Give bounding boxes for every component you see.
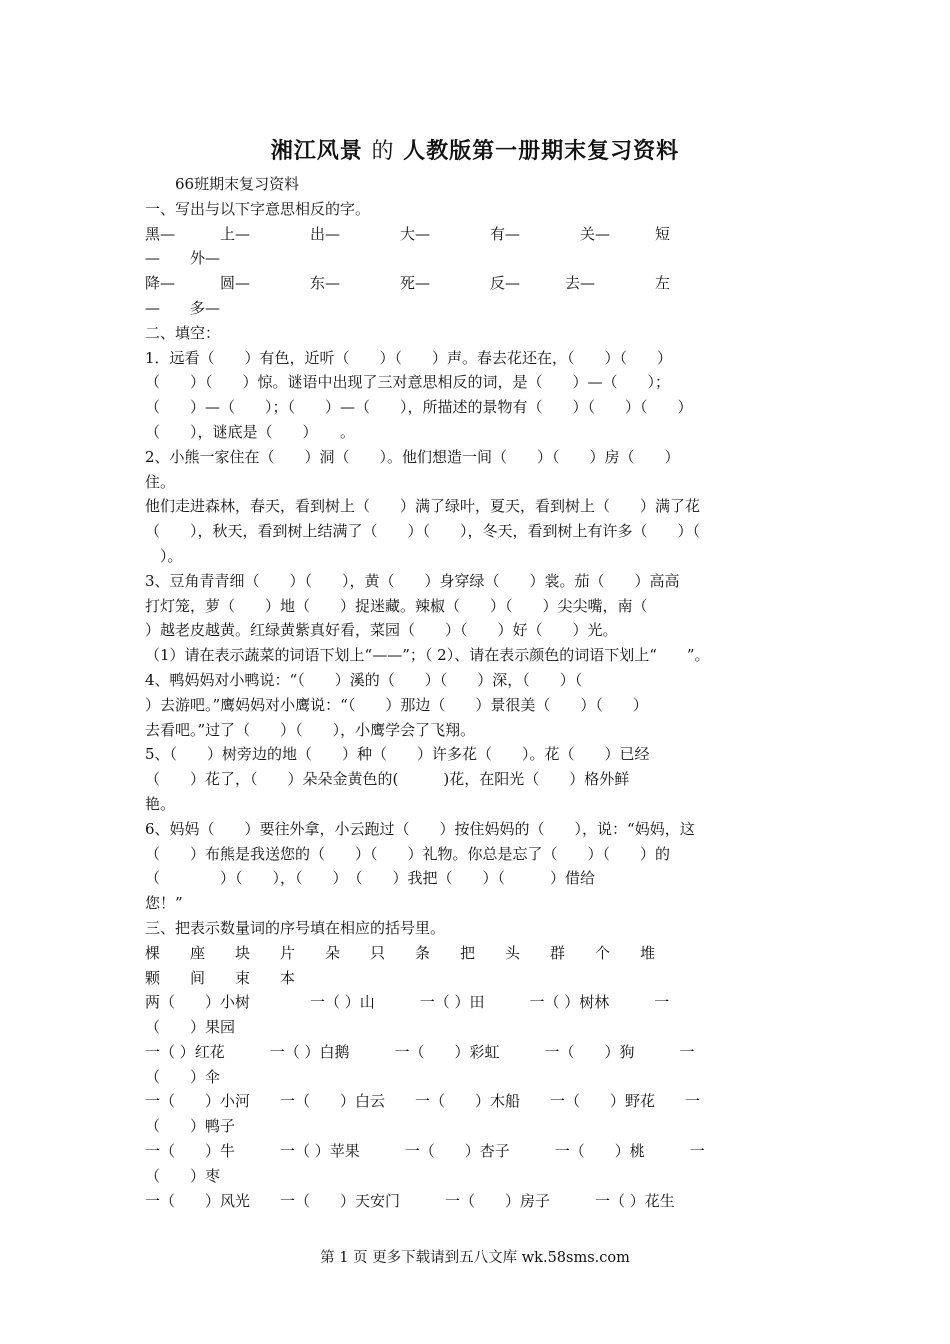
class-subtitle: 66班期末复习资料 <box>175 175 300 193</box>
text-line: （ ），谜底是（ ） 。 <box>145 422 356 441</box>
text-line: — 多— <box>145 298 221 317</box>
text-line: 艳。 <box>145 794 176 813</box>
text-line: （ ）枣 <box>145 1166 221 1185</box>
text-line: 住。 <box>145 472 176 491</box>
text-line: 打灯笼，萝（ ）地（ ）捉迷藏。辣椒（ ）（ ）尖尖嘴，南（ <box>145 596 648 615</box>
text-line: ）。 <box>145 546 183 565</box>
text-line: （ ）鸭子 <box>145 1117 236 1136</box>
text-line: 4、鸭妈妈对小鸭说：“（ ）溪的（ ）（ ）深，（ ）（ <box>145 670 583 689</box>
title-part-3: 人教版第一册期末复习资料 <box>403 138 680 164</box>
text-line: （ ），秋天，看到树上结满了（ ）（ ），冬天，看到树上有许多（ ）（ <box>145 522 701 541</box>
text-line: （ ）（ ），（ ） （ ）我把（ ）（ ）借给 <box>145 869 596 888</box>
text-line: （ ）花了，（ ）朵朵金黄色的( )花，在阳光（ ）格外鲜 <box>145 770 630 789</box>
text-line: 您！” <box>145 894 183 913</box>
text-line: （ ）果园 <box>145 1018 236 1037</box>
text-line: 2、小熊一家住在（ ）洞（ ）。他们想造一间（ ）（ ）房（ ） <box>145 447 680 466</box>
document-title <box>0 134 950 165</box>
text-line: 去看吧。”过了（ ）（ ），小鹰学会了飞翔。 <box>145 720 476 739</box>
section-1-heading: 一、写出与以下字意思相反的字。 <box>145 199 371 218</box>
text-line: — 外— <box>145 249 221 268</box>
section-3-heading: 三、把表示数量词的序号填在相应的括号里。 <box>145 918 446 937</box>
text-line: 黑— 上— 出— 大— 有— 关— 短 <box>145 224 671 243</box>
page-footer: 第 1 页 更多下载请到五八文库 wk.58sms.com <box>320 1250 630 1266</box>
text-line: 两（ ）小树 一（ ）山 一（ ）田 一（ ）树林 一 <box>145 993 670 1012</box>
measure-words-row: 颗 间 束 本 <box>145 968 296 987</box>
title-part-1: 湘江风景 <box>270 138 363 164</box>
text-line: （ ）布熊是我送您的（ ）（ ）礼物。你总是忘了（ ）（ ）的 <box>145 844 671 863</box>
text-line: （ ）—（ ）；（ ）—（ ），所描述的景物有（ ）（ ）（ ） <box>145 398 693 417</box>
text-line: ）去游吧。”鹰妈妈对小鹰说：“（ ）那边（ ）景很美（ ）（ ） <box>145 695 648 714</box>
document-body <box>145 172 808 1213</box>
text-line: （ ）伞 <box>145 1067 221 1086</box>
text-line: 1．远看（ ）有色，近听（ ）（ ）声。春去花还在，（ ）（ ） <box>145 348 673 367</box>
text-line: （1）请在表示蔬菜的词语下划上“——”；（ 2）、请在表示颜色的词语下划上“ ”。 <box>145 646 710 665</box>
text-line: 一（ ）红花 一（ ）白鹅 一（ ）彩虹 一（ ）狗 一 <box>145 1042 695 1061</box>
text-line: 他们走进森林，春天，看到树上（ ）满了绿叶，夏天，看到树上（ ）满了花 <box>145 497 701 516</box>
measure-words-row: 棵 座 块 片 朵 只 条 把 头 群 个 堆 <box>145 943 656 962</box>
text-line: 5、（ ）树旁边的地（ ）种（ ）许多花（ ）。花（ ）已经 <box>145 745 650 764</box>
title-part-2: 的 <box>371 139 395 164</box>
text-line: 一（ ）风光 一（ ）天安门 一（ ）房子 一（ ）花生 <box>145 1191 675 1210</box>
text-line: ）越老皮越黄。红绿黄紫真好看，菜园（ ）（ ）好（ ）光。 <box>145 621 618 640</box>
text-line: 一（ ）牛 一（ ）苹果 一（ ）杏子 一（ ）桃 一 <box>145 1142 705 1161</box>
text-line: 6、妈妈（ ）要往外拿，小云跑过（ ）按住妈妈的（ ），说：“妈妈，这 <box>145 819 695 838</box>
text-line: 一（ ）小河 一（ ）白云 一（ ）木船 一（ ）野花 一 <box>145 1092 701 1111</box>
text-line: （ ）（ ）惊。谜语中出现了三对意思相反的词，是（ ）—（ ）； <box>145 373 671 392</box>
text-line: 3、豆角青青细（ ）（ ），黄（ ）身穿绿（ ）裳。茄（ ）高高 <box>145 571 680 590</box>
text-line: 降— 圆— 东— 死— 反— 去— 左 <box>145 274 671 293</box>
section-2-heading: 二、填空： <box>145 323 221 342</box>
